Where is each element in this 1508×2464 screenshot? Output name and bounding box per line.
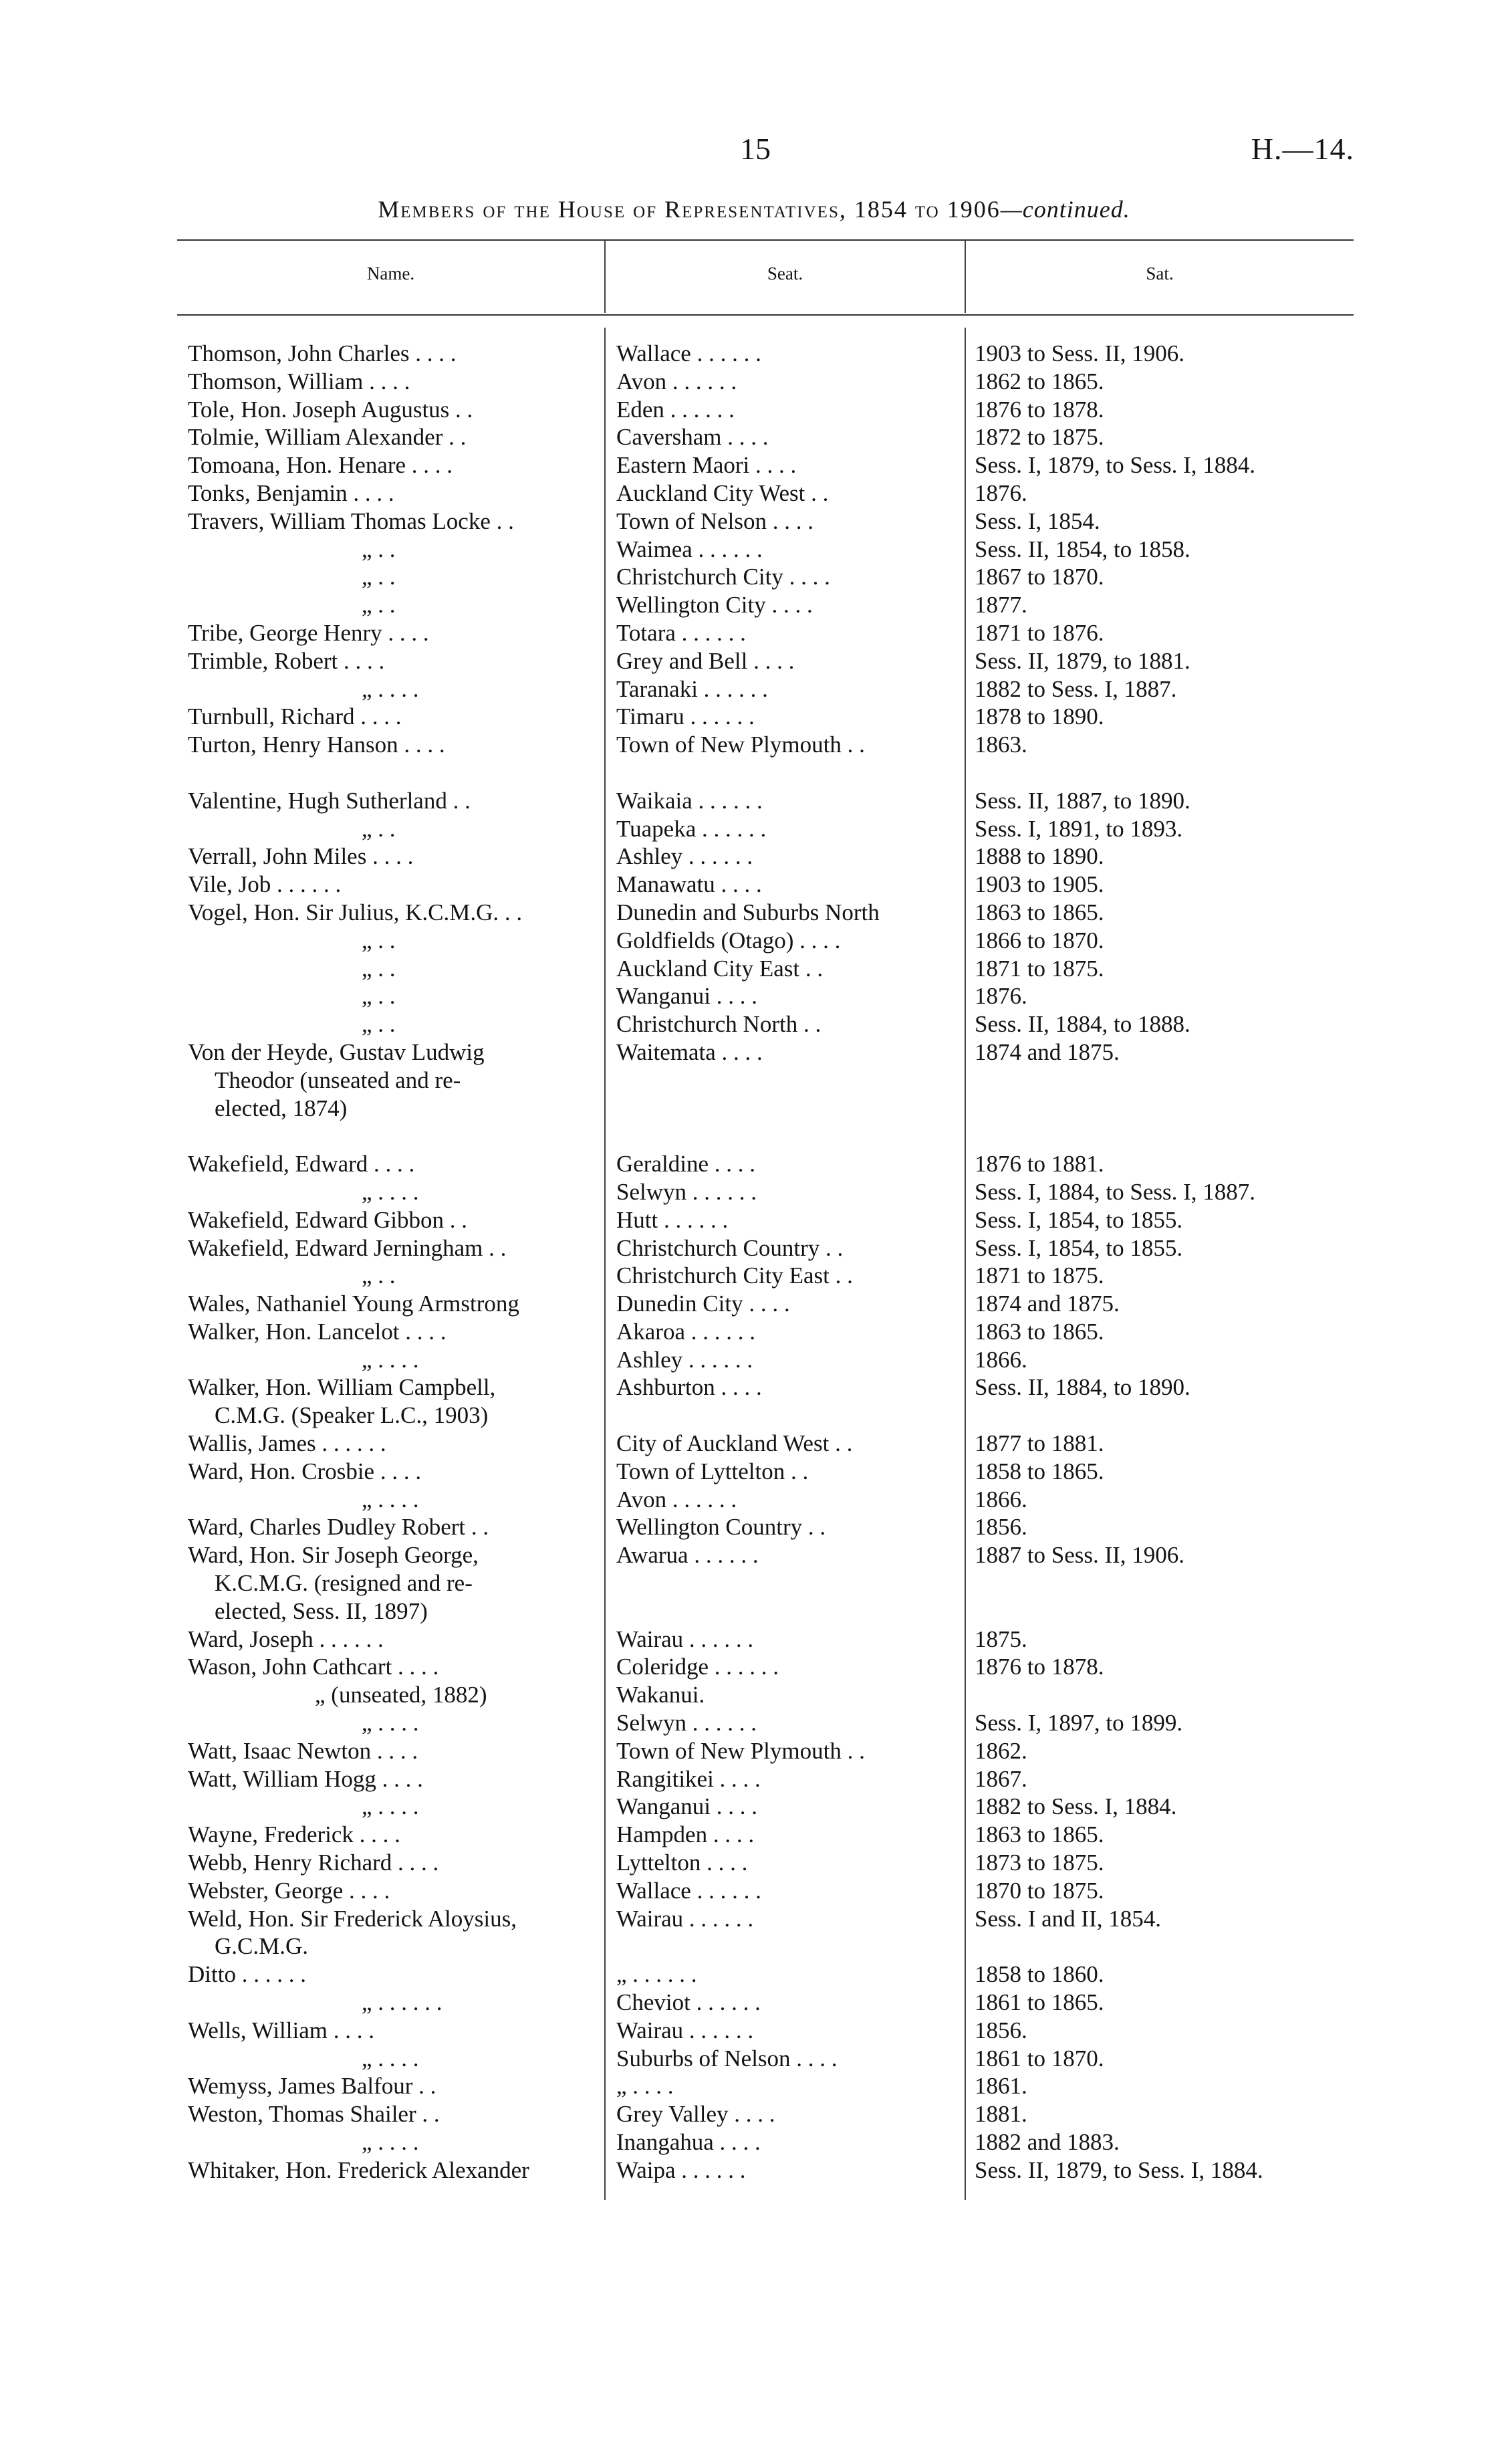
sat-period-cell: 1882 and 1883. bbox=[975, 2129, 1120, 2155]
column-header-sat: Sat. bbox=[1146, 263, 1174, 284]
seat-cell: Hutt . . . . . . bbox=[616, 1206, 729, 1233]
table-top-rule bbox=[177, 239, 1354, 241]
member-name-cell: Valentine, Hugh Sutherland . . bbox=[188, 787, 471, 814]
sat-period-cell: 1861 to 1870. bbox=[975, 2045, 1104, 2071]
seat-cell: Avon . . . . . . bbox=[616, 1486, 737, 1513]
member-name-cell: G.C.M.G. bbox=[215, 1933, 309, 1960]
member-name-cell: Tonks, Benjamin . . . . bbox=[188, 479, 394, 506]
seat-cell: Waitemata . . . . bbox=[616, 1038, 763, 1065]
member-name-cell: Ward, Joseph . . . . . . bbox=[188, 1626, 384, 1652]
table-row bbox=[0, 1709, 1508, 1737]
sat-period-cell: 1862. bbox=[975, 1737, 1027, 1764]
table-row bbox=[0, 1932, 1508, 1961]
seat-cell: Rangitikei . . . . bbox=[616, 1765, 761, 1792]
sat-period-cell: 1903 to 1905. bbox=[975, 871, 1104, 898]
members-table-body bbox=[0, 340, 1508, 2185]
sat-period-cell: 1876. bbox=[975, 983, 1027, 1010]
seat-cell: Christchurch City East . . bbox=[616, 1262, 853, 1289]
sat-period-cell: Sess. I, 1891, to 1893. bbox=[975, 815, 1183, 842]
member-name-cell: Weld, Hon. Sir Frederick Aloysius, bbox=[188, 1905, 517, 1932]
sat-period-cell: 1863 to 1865. bbox=[975, 899, 1104, 925]
sat-period-cell: 1872 to 1875. bbox=[975, 424, 1104, 451]
member-name-cell: „ . . . . bbox=[362, 1178, 419, 1205]
member-name-cell: „ . . bbox=[362, 1011, 396, 1038]
sat-period-cell: 1874 and 1875. bbox=[975, 1291, 1120, 1317]
sat-period-cell: 1862 to 1865. bbox=[975, 368, 1104, 395]
seat-cell: Town of New Plymouth . . bbox=[616, 732, 865, 758]
seat-cell: Waipa . . . . . . bbox=[616, 2156, 746, 2183]
member-name-cell: „ . . bbox=[362, 927, 396, 954]
member-name-cell: Ward, Charles Dudley Robert . . bbox=[188, 1514, 489, 1541]
member-name-cell: Trimble, Robert . . . . bbox=[188, 647, 385, 674]
table-row bbox=[0, 2017, 1508, 2045]
sat-period-cell: 1871 to 1875. bbox=[975, 1262, 1104, 1289]
seat-cell: Waimea . . . . . . bbox=[616, 536, 763, 562]
seat-cell: Christchurch City . . . . bbox=[616, 564, 830, 590]
seat-cell: Selwyn . . . . . . bbox=[616, 1710, 757, 1737]
member-name-cell: Wales, Nathaniel Young Armstrong bbox=[188, 1291, 519, 1317]
table-row bbox=[0, 1486, 1508, 1514]
sat-period-cell: Sess. I, 1884, to Sess. I, 1887. bbox=[975, 1178, 1256, 1205]
seat-cell: Lyttelton . . . . bbox=[616, 1850, 748, 1876]
section-gap bbox=[0, 1122, 1508, 1150]
seat-cell: Totara . . . . . . bbox=[616, 619, 746, 646]
sat-period-cell: Sess. I, 1854, to 1855. bbox=[975, 1234, 1183, 1261]
seat-cell: Akaroa . . . . . . bbox=[616, 1318, 756, 1345]
table-row bbox=[0, 2072, 1508, 2100]
table-row bbox=[0, 423, 1508, 451]
table-row bbox=[0, 1626, 1508, 1654]
table-row bbox=[0, 2128, 1508, 2156]
seat-cell: Wairau . . . . . . bbox=[616, 1905, 754, 1932]
seat-cell: Selwyn . . . . . . bbox=[616, 1178, 757, 1205]
sat-period-cell: Sess. II, 1854, to 1858. bbox=[975, 536, 1190, 562]
member-name-cell: Turnbull, Richard . . . . bbox=[188, 703, 402, 730]
sat-period-cell: Sess. II, 1884, to 1888. bbox=[975, 1011, 1190, 1038]
sat-period-cell: 1871 to 1876. bbox=[975, 619, 1104, 646]
seat-cell: Christchurch Country . . bbox=[616, 1234, 844, 1261]
table-row bbox=[0, 871, 1508, 899]
table-row bbox=[0, 1095, 1508, 1123]
member-name-cell: Whitaker, Hon. Frederick Alexander bbox=[188, 2156, 529, 2183]
page-title-suffix: —continued. bbox=[1000, 196, 1130, 223]
seat-cell: Wanganui . . . . bbox=[616, 1793, 758, 1820]
member-name-cell: Von der Heyde, Gustav Ludwig bbox=[188, 1038, 485, 1065]
table-row bbox=[0, 1765, 1508, 1793]
table-row bbox=[0, 1681, 1508, 1709]
sat-period-cell: 1876 to 1881. bbox=[975, 1151, 1104, 1178]
table-header-rule bbox=[177, 314, 1354, 316]
sat-period-cell: 1861 to 1865. bbox=[975, 1989, 1104, 2016]
column-header-name: Name. bbox=[366, 263, 415, 284]
table-row bbox=[0, 675, 1508, 703]
seat-cell: Ashley . . . . . . bbox=[616, 843, 753, 870]
member-name-cell: Tole, Hon. Joseph Augustus . . bbox=[188, 396, 473, 423]
sat-period-cell: 1875. bbox=[975, 1626, 1027, 1652]
table-row bbox=[0, 955, 1508, 983]
member-name-cell: Watt, Isaac Newton . . . . bbox=[188, 1737, 418, 1764]
table-row bbox=[0, 1262, 1508, 1290]
table-row bbox=[0, 1569, 1508, 1597]
table-row bbox=[0, 479, 1508, 508]
seat-cell: Coleridge . . . . . . bbox=[616, 1654, 779, 1680]
member-name-cell: „ . . . . bbox=[362, 1486, 419, 1513]
member-name-cell: „ . . . . bbox=[362, 1793, 419, 1820]
sat-period-cell: 1882 to Sess. I, 1884. bbox=[975, 1793, 1177, 1820]
sat-period-cell: 1861. bbox=[975, 2073, 1027, 2100]
table-row bbox=[0, 368, 1508, 396]
member-name-cell: Walker, Hon. Lancelot . . . . bbox=[188, 1318, 447, 1345]
sat-period-cell: 1856. bbox=[975, 2017, 1027, 2043]
sat-period-cell: 1863 to 1865. bbox=[975, 1821, 1104, 1848]
member-name-cell: „ . . bbox=[362, 955, 396, 982]
member-name-cell: Tribe, George Henry . . . . bbox=[188, 619, 429, 646]
seat-cell: Cheviot . . . . . . bbox=[616, 1989, 761, 2016]
seat-cell: Town of Lyttelton . . bbox=[616, 1458, 809, 1484]
member-name-cell: „ . . . . bbox=[362, 675, 419, 702]
seat-cell: Wellington Country . . bbox=[616, 1514, 826, 1541]
sat-period-cell: Sess. II, 1879, to 1881. bbox=[975, 647, 1190, 674]
member-name-cell: „ . . bbox=[362, 1262, 396, 1289]
member-name-cell: Vogel, Hon. Sir Julius, K.C.M.G. . . bbox=[188, 899, 523, 925]
table-row bbox=[0, 1877, 1508, 1905]
seat-cell: Grey Valley . . . . bbox=[616, 2101, 775, 2128]
seat-cell: Grey and Bell . . . . bbox=[616, 647, 795, 674]
table-row bbox=[0, 1458, 1508, 1486]
sat-period-cell: 1867. bbox=[975, 1765, 1027, 1792]
seat-cell: Wairau . . . . . . bbox=[616, 1626, 754, 1652]
table-row bbox=[0, 451, 1508, 479]
seat-cell: Dunedin City . . . . bbox=[616, 1291, 790, 1317]
seat-cell: Caversham . . . . bbox=[616, 424, 769, 451]
sat-period-cell: Sess. I, 1854, to 1855. bbox=[975, 1206, 1183, 1233]
sat-period-cell: 1866 to 1870. bbox=[975, 927, 1104, 954]
seat-cell: Wairau . . . . . . bbox=[616, 2017, 754, 2043]
table-row bbox=[0, 1067, 1508, 1095]
member-name-cell: Ward, Hon. Sir Joseph George, bbox=[188, 1542, 479, 1569]
seat-cell: „ . . . . . . bbox=[616, 1961, 697, 1988]
table-row bbox=[0, 1989, 1508, 2017]
table-row bbox=[0, 1821, 1508, 1849]
table-row bbox=[0, 1737, 1508, 1765]
table-row bbox=[0, 1653, 1508, 1681]
member-name-cell: Wemyss, James Balfour . . bbox=[188, 2073, 436, 2100]
sat-period-cell: 1873 to 1875. bbox=[975, 1850, 1104, 1876]
seat-cell: Suburbs of Nelson . . . . bbox=[616, 2045, 838, 2071]
member-name-cell: Ditto . . . . . . bbox=[188, 1961, 306, 1988]
sat-period-cell: 1876 to 1878. bbox=[975, 396, 1104, 423]
seat-cell: Geraldine . . . . bbox=[616, 1151, 755, 1178]
member-name-cell: Theodor (unseated and re- bbox=[215, 1067, 461, 1093]
sat-period-cell: Sess. I and II, 1854. bbox=[975, 1905, 1161, 1932]
member-name-cell: Vile, Job . . . . . . bbox=[188, 871, 342, 898]
member-name-cell: Walker, Hon. William Campbell, bbox=[188, 1374, 496, 1401]
member-name-cell: elected, Sess. II, 1897) bbox=[215, 1597, 428, 1624]
sat-period-cell: 1876. bbox=[975, 479, 1027, 506]
seat-cell: Dunedin and Suburbs North bbox=[616, 899, 880, 925]
section-gap bbox=[0, 759, 1508, 787]
table-row bbox=[0, 563, 1508, 591]
sat-period-cell: 1881. bbox=[975, 2101, 1027, 2128]
member-name-cell: Wason, John Cathcart . . . . bbox=[188, 1654, 439, 1680]
member-name-cell: Verrall, John Miles . . . . bbox=[188, 843, 414, 870]
seat-cell: Timaru . . . . . . bbox=[616, 703, 755, 730]
member-name-cell: K.C.M.G. (resigned and re- bbox=[215, 1570, 473, 1597]
seat-cell: Eden . . . . . . bbox=[616, 396, 735, 423]
member-name-cell: Thomson, John Charles . . . . bbox=[188, 340, 457, 366]
member-name-cell: Wakefield, Edward Jerningham . . bbox=[188, 1234, 507, 1261]
table-row bbox=[0, 1849, 1508, 1877]
member-name-cell: Turton, Henry Hanson . . . . bbox=[188, 732, 445, 758]
seat-cell: Awarua . . . . . . bbox=[616, 1542, 759, 1569]
table-row bbox=[0, 1597, 1508, 1626]
seat-cell: Wallace . . . . . . bbox=[616, 1877, 761, 1904]
sat-period-cell: 1887 to Sess. II, 1906. bbox=[975, 1542, 1185, 1569]
member-name-cell: „ . . bbox=[362, 592, 396, 619]
page-number: 15 bbox=[740, 132, 771, 166]
sat-period-cell: 1867 to 1870. bbox=[975, 564, 1104, 590]
sat-period-cell: 1858 to 1860. bbox=[975, 1961, 1104, 1988]
table-row bbox=[0, 1178, 1508, 1206]
table-row bbox=[0, 1793, 1508, 1821]
table-row bbox=[0, 647, 1508, 675]
sat-period-cell: 1874 and 1875. bbox=[975, 1038, 1120, 1065]
seat-cell: Avon . . . . . . bbox=[616, 368, 737, 395]
sat-period-cell: 1866. bbox=[975, 1486, 1027, 1513]
seat-cell: Inangahua . . . . bbox=[616, 2129, 761, 2155]
table-row bbox=[0, 927, 1508, 955]
member-name-cell: „ . . bbox=[362, 536, 396, 562]
member-name-cell: Wakefield, Edward Gibbon . . bbox=[188, 1206, 468, 1233]
member-name-cell: elected, 1874) bbox=[215, 1095, 348, 1121]
table-row bbox=[0, 982, 1508, 1010]
sat-period-cell: Sess. II, 1884, to 1890. bbox=[975, 1374, 1190, 1401]
seat-cell: Wellington City . . . . bbox=[616, 592, 813, 619]
seat-cell: Wallace . . . . . . bbox=[616, 340, 761, 366]
member-name-cell: „ . . . . bbox=[362, 2045, 419, 2071]
table-row bbox=[0, 1541, 1508, 1569]
seat-cell: Town of Nelson . . . . bbox=[616, 508, 814, 534]
table-row bbox=[0, 2100, 1508, 2128]
seat-cell: Wanganui . . . . bbox=[616, 983, 758, 1010]
table-row bbox=[0, 703, 1508, 731]
table-row bbox=[0, 843, 1508, 871]
table-row bbox=[0, 1318, 1508, 1346]
table-row bbox=[0, 1373, 1508, 1402]
member-name-cell: Thomson, William . . . . bbox=[188, 368, 410, 395]
table-row bbox=[0, 1961, 1508, 1989]
sat-period-cell: Sess. I, 1897, to 1899. bbox=[975, 1710, 1183, 1737]
seat-cell: Manawatu . . . . bbox=[616, 871, 762, 898]
table-row bbox=[0, 591, 1508, 619]
table-row bbox=[0, 536, 1508, 564]
table-row bbox=[0, 396, 1508, 424]
sat-period-cell: Sess. I, 1854. bbox=[975, 508, 1100, 534]
seat-cell: „ . . . . bbox=[616, 2073, 674, 2100]
table-row bbox=[0, 1038, 1508, 1067]
member-name-cell: Webb, Henry Richard . . . . bbox=[188, 1850, 439, 1876]
seat-cell: Ashley . . . . . . bbox=[616, 1346, 753, 1373]
table-row bbox=[0, 1290, 1508, 1318]
sat-period-cell: 1888 to 1890. bbox=[975, 843, 1104, 870]
table-row bbox=[0, 1234, 1508, 1262]
table-row bbox=[0, 1905, 1508, 1933]
sat-period-cell: 1876 to 1878. bbox=[975, 1654, 1104, 1680]
member-name-cell: Weston, Thomas Shailer . . bbox=[188, 2101, 440, 2128]
sat-period-cell: 1877 to 1881. bbox=[975, 1430, 1104, 1457]
seat-cell: Town of New Plymouth . . bbox=[616, 1737, 865, 1764]
page-title-main: Members of the House of Representatives, 1854 to 1906 bbox=[378, 196, 1001, 223]
table-row bbox=[0, 787, 1508, 815]
table-row bbox=[0, 340, 1508, 368]
table-row bbox=[0, 899, 1508, 927]
seat-cell: Eastern Maori . . . . bbox=[616, 452, 797, 479]
member-name-cell: „ (unseated, 1882) bbox=[315, 1682, 487, 1708]
table-row bbox=[0, 1402, 1508, 1430]
seat-cell: Wakanui. bbox=[616, 1682, 705, 1708]
table-row bbox=[0, 2045, 1508, 2073]
sat-period-cell: 1903 to Sess. II, 1906. bbox=[975, 340, 1185, 366]
member-name-cell: Wallis, James . . . . . . bbox=[188, 1430, 386, 1457]
table-row bbox=[0, 1010, 1508, 1038]
sat-period-cell: 1863 to 1865. bbox=[975, 1318, 1104, 1345]
sat-period-cell: 1866. bbox=[975, 1346, 1027, 1373]
sat-period-cell: 1870 to 1875. bbox=[975, 1877, 1104, 1904]
member-name-cell: „ . . . . bbox=[362, 1346, 419, 1373]
page-title bbox=[0, 195, 1508, 223]
sat-period-cell: 1877. bbox=[975, 592, 1027, 619]
sat-period-cell: Sess. II, 1879, to Sess. I, 1884. bbox=[975, 2156, 1263, 2183]
table-row bbox=[0, 1206, 1508, 1234]
seat-cell: Christchurch North . . bbox=[616, 1011, 822, 1038]
sat-period-cell: 1856. bbox=[975, 1514, 1027, 1541]
table-row bbox=[0, 1513, 1508, 1541]
seat-cell: Goldfields (Otago) . . . . bbox=[616, 927, 841, 954]
sat-period-cell: 1871 to 1875. bbox=[975, 955, 1104, 982]
seat-cell: Waikaia . . . . . . bbox=[616, 787, 763, 814]
sat-period-cell: 1863. bbox=[975, 732, 1027, 758]
table-row bbox=[0, 1430, 1508, 1458]
column-header-seat: Seat. bbox=[767, 263, 803, 284]
table-row bbox=[0, 619, 1508, 647]
seat-cell: Taranaki . . . . . . bbox=[616, 675, 768, 702]
table-row bbox=[0, 508, 1508, 536]
member-name-cell: Watt, William Hogg . . . . bbox=[188, 1765, 423, 1792]
seat-cell: Tuapeka . . . . . . bbox=[616, 815, 767, 842]
member-name-cell: „ . . bbox=[362, 815, 396, 842]
sat-period-cell: 1878 to 1890. bbox=[975, 703, 1104, 730]
sat-period-cell: Sess. II, 1887, to 1890. bbox=[975, 787, 1190, 814]
member-name-cell: „ . . . . . . bbox=[362, 1989, 443, 2016]
seat-cell: Ashburton . . . . bbox=[616, 1374, 762, 1401]
member-name-cell: Tomoana, Hon. Henare . . . . bbox=[188, 452, 453, 479]
member-name-cell: Ward, Hon. Crosbie . . . . bbox=[188, 1458, 422, 1484]
member-name-cell: „ . . bbox=[362, 983, 396, 1010]
seat-cell: Hampden . . . . bbox=[616, 1821, 755, 1848]
member-name-cell: Wells, William . . . . bbox=[188, 2017, 374, 2043]
member-name-cell: Travers, William Thomas Locke . . bbox=[188, 508, 514, 534]
member-name-cell: „ . . . . bbox=[362, 1710, 419, 1737]
table-row bbox=[0, 1150, 1508, 1178]
member-name-cell: Webster, George . . . . bbox=[188, 1877, 390, 1904]
table-row bbox=[0, 731, 1508, 759]
member-name-cell: „ . . . . bbox=[362, 2129, 419, 2155]
table-row bbox=[0, 815, 1508, 843]
member-name-cell: „ . . bbox=[362, 564, 396, 590]
member-name-cell: C.M.G. (Speaker L.C., 1903) bbox=[215, 1402, 489, 1429]
sat-period-cell: Sess. I, 1879, to Sess. I, 1884. bbox=[975, 452, 1256, 479]
sat-period-cell: 1882 to Sess. I, 1887. bbox=[975, 675, 1177, 702]
member-name-cell: Tolmie, William Alexander . . bbox=[188, 424, 467, 451]
table-row bbox=[0, 2156, 1508, 2185]
table-row bbox=[0, 1346, 1508, 1374]
document-code: H.—14. bbox=[1251, 132, 1354, 166]
seat-cell: City of Auckland West . . bbox=[616, 1430, 853, 1457]
seat-cell: Auckland City East . . bbox=[616, 955, 824, 982]
member-name-cell: Wakefield, Edward . . . . bbox=[188, 1151, 415, 1178]
member-name-cell: Wayne, Frederick . . . . bbox=[188, 1821, 400, 1848]
seat-cell: Auckland City West . . bbox=[616, 479, 829, 506]
sat-period-cell: 1858 to 1865. bbox=[975, 1458, 1104, 1484]
